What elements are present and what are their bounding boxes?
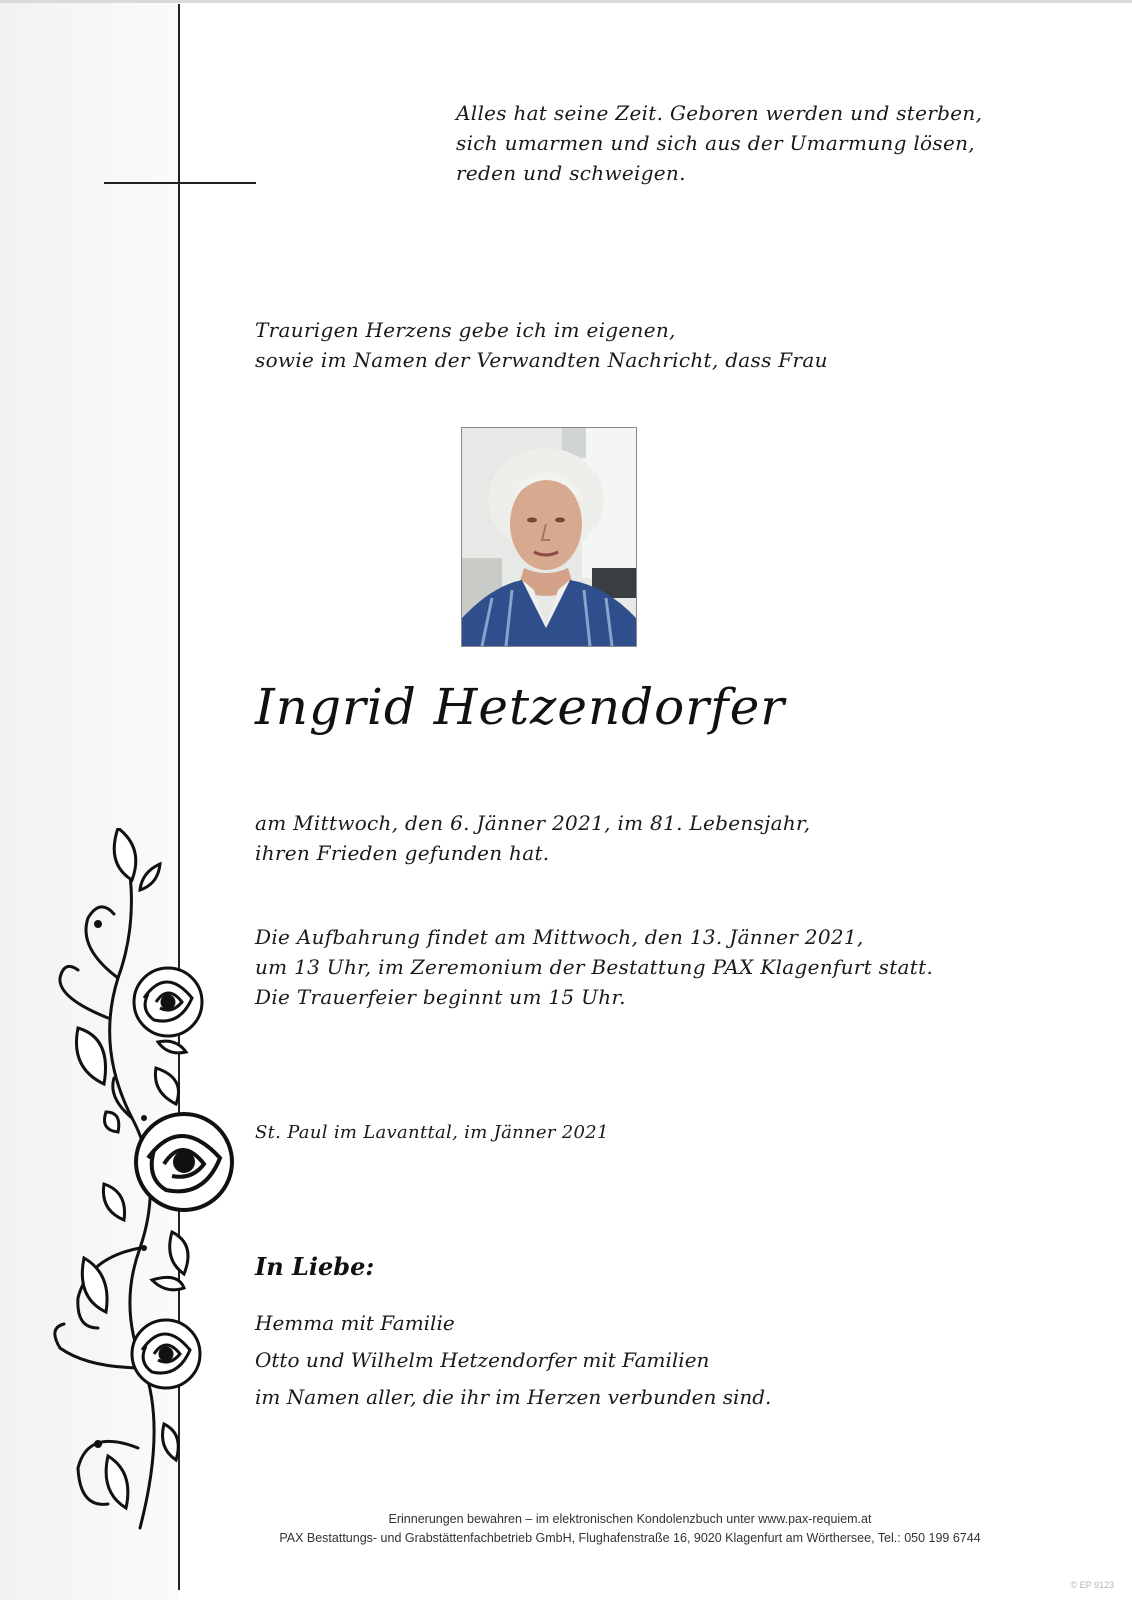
intro-line: Traurigen Herzens gebe ich im eigenen, xyxy=(255,318,676,342)
cross-horizontal-line xyxy=(104,182,256,184)
leaf-icon xyxy=(170,1232,188,1274)
motto-quote xyxy=(456,98,1076,188)
death-line: am Mittwoch, den 6. Jänner 2021, im 81. Lebensjahr, xyxy=(255,811,811,835)
service-line: Die Trauerfeier beginnt um 15 Uhr. xyxy=(255,985,626,1009)
rose-vine-ornament xyxy=(48,828,238,1548)
service-line: Die Aufbahrung findet am Mittwoch, den 13. Jänner 2021, xyxy=(255,925,864,949)
leaf-icon xyxy=(140,864,160,890)
deceased-name: Ingrid Hetzendorfer xyxy=(255,678,786,736)
vine-curl xyxy=(55,1324,144,1368)
leaf-icon xyxy=(152,1277,184,1289)
footer xyxy=(180,1510,1080,1548)
print-code: © EP 9123 xyxy=(1070,1580,1114,1590)
rose-icon xyxy=(132,1320,200,1388)
leaf-icon xyxy=(106,1456,128,1508)
footer-condolence-line: Erinnerungen bewahren – im elektronischen Kondolenzbuch unter www.pax-requiem.at xyxy=(388,1512,872,1526)
mourners-list xyxy=(255,1305,771,1416)
vine-curl xyxy=(60,966,108,1018)
rose-icon xyxy=(136,1114,232,1210)
place-and-date xyxy=(255,1118,609,1148)
leaf-icon xyxy=(103,1184,124,1220)
motto-line: sich umarmen und sich aus der Umarmung lösen, xyxy=(456,131,975,155)
footer-company-line: PAX Bestattungs- und Grabstättenfachbetrieb GmbH, Flughafenstraße 16, 9020 Klagenfurt am Wörthersee, Tel.: 050 199 6744 xyxy=(279,1531,981,1545)
rose-icon xyxy=(134,968,202,1036)
place-date-line: St. Paul im Lavanttal, im Jänner 2021 xyxy=(255,1122,609,1143)
mourner-item: Otto und Wilhelm Hetzendorfer mit Familien xyxy=(255,1348,710,1372)
vine-curl xyxy=(86,907,118,978)
intro-text xyxy=(255,315,828,375)
mourners-heading: In Liebe: xyxy=(255,1252,375,1281)
service-line: um 13 Uhr, im Zeremonium der Bestattung PAX Klagenfurt statt. xyxy=(255,955,934,979)
leaf-icon xyxy=(155,1068,178,1104)
mourner-item: Hemma mit Familie xyxy=(255,1311,455,1335)
intro-line: sowie im Namen der Verwandten Nachricht, dass Frau xyxy=(255,348,828,372)
death-notice-text xyxy=(255,808,810,868)
motto-line: Alles hat seine Zeit. Geboren werden und sterben, xyxy=(456,101,983,125)
mourner-item: im Namen aller, die ihr im Herzen verbunden sind. xyxy=(255,1385,772,1409)
death-line: ihren Frieden gefunden hat. xyxy=(255,841,550,865)
leaf-icon xyxy=(82,1258,107,1312)
top-edge-line xyxy=(0,0,1132,3)
portrait-photo xyxy=(461,427,637,647)
funeral-service-text xyxy=(255,922,933,1012)
leaf-icon xyxy=(105,1112,119,1132)
motto-line: reden und schweigen. xyxy=(456,161,686,185)
leaf-icon xyxy=(158,1041,186,1053)
leaf-icon xyxy=(114,828,136,880)
leaf-icon xyxy=(163,1424,179,1460)
portrait-illustration xyxy=(462,428,636,646)
leaf-icon xyxy=(76,1028,105,1084)
